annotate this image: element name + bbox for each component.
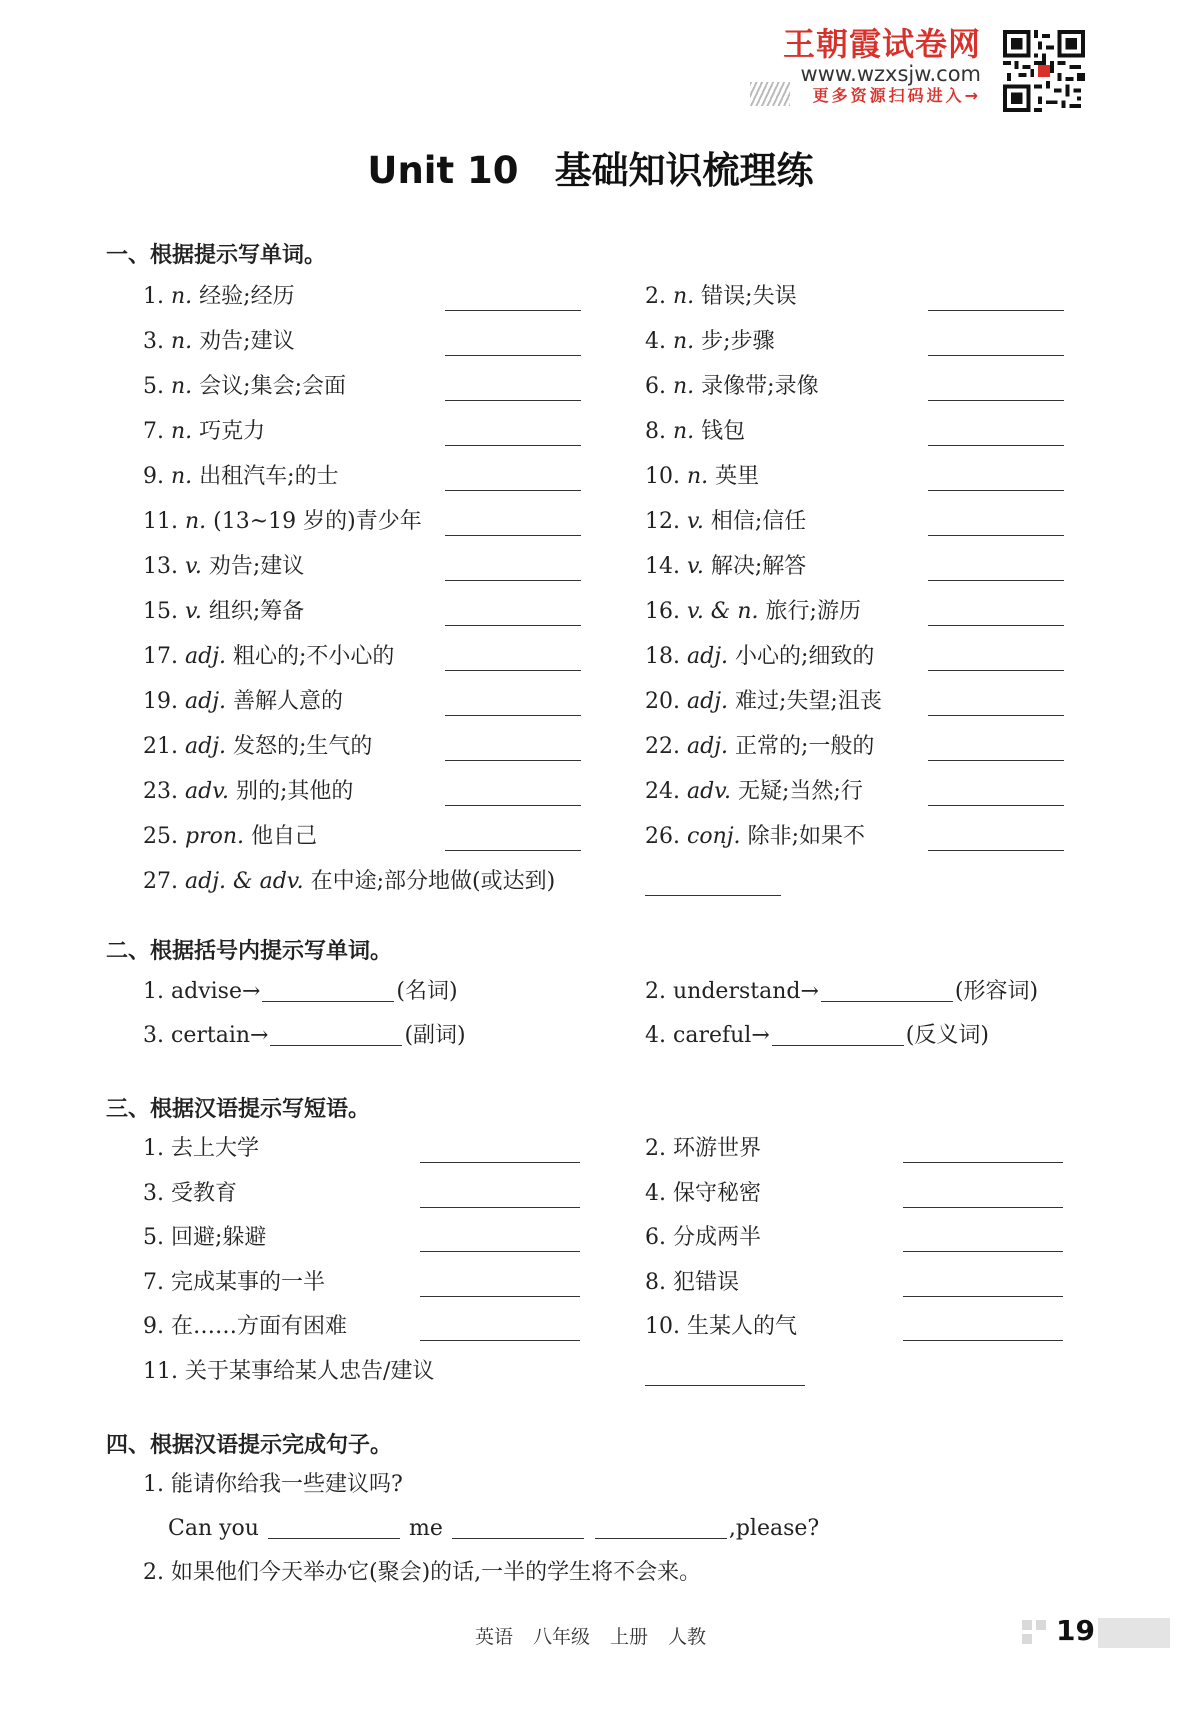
- word-form-item-2: 2. understand→ (形容词): [645, 979, 1039, 1004]
- section-heading-1: 一、根据提示写单词。: [106, 243, 327, 268]
- answer-blank[interactable]: [772, 1023, 904, 1046]
- phrase-item: 3. 受教育: [143, 1180, 238, 1206]
- answer-blank[interactable]: [928, 715, 1064, 716]
- answer-blank[interactable]: [445, 715, 581, 716]
- phrase-item: 4. 保守秘密: [645, 1180, 762, 1206]
- answer-blank[interactable]: [928, 760, 1064, 761]
- word-form-item-3: 3. certain→ (副词): [143, 1023, 466, 1048]
- answer-blank[interactable]: [903, 1162, 1063, 1163]
- answer-blank[interactable]: [445, 535, 581, 536]
- phrase-item: 8. 犯错误: [645, 1269, 740, 1295]
- phrase-item: 7. 完成某事的一半: [143, 1269, 326, 1295]
- page-number-bar: [1098, 1618, 1170, 1648]
- vocab-item: 10. n. 英里: [645, 464, 760, 489]
- brand-title: 王朝霞试卷网: [782, 25, 981, 63]
- section-heading-2: 二、根据括号内提示写单词。: [106, 939, 393, 964]
- answer-blank[interactable]: [928, 355, 1064, 356]
- vocab-item: 5. n. 会议;集会;会面: [143, 374, 346, 399]
- answer-blank[interactable]: [903, 1251, 1063, 1252]
- answer-blank[interactable]: [645, 895, 781, 896]
- section-heading-3: 三、根据汉语提示写短语。: [106, 1097, 371, 1122]
- unit-label: Unit 10: [367, 149, 519, 192]
- phrase-item: 6. 分成两半: [645, 1225, 762, 1250]
- answer-blank[interactable]: [445, 400, 581, 401]
- vocab-item: 12. v. 相信;信任: [645, 509, 807, 534]
- answer-blank[interactable]: [928, 490, 1064, 491]
- footer: [0, 1622, 1181, 1649]
- answer-blank[interactable]: [270, 1023, 402, 1046]
- answer-blank[interactable]: [452, 1516, 584, 1539]
- answer-blank[interactable]: [645, 1385, 805, 1386]
- vocab-item: 17. adj. 粗心的;不小心的: [143, 644, 395, 669]
- brand-url[interactable]: www.wzxsjw.com: [800, 62, 981, 86]
- vocab-item: 26. conj. 除非;如果不: [645, 824, 865, 849]
- answer-blank[interactable]: [445, 355, 581, 356]
- phrase-item: 9. 在……方面有困难: [143, 1314, 348, 1339]
- answer-blank[interactable]: [420, 1207, 580, 1208]
- answer-blank[interactable]: [928, 400, 1064, 401]
- vocab-item: 2. n. 错误;失误: [645, 284, 797, 309]
- phrase-item: 10. 生某人的气: [645, 1314, 798, 1339]
- vocab-item: 22. adj. 正常的;一般的: [645, 734, 875, 759]
- answer-blank[interactable]: [445, 625, 581, 626]
- answer-blank[interactable]: [928, 625, 1064, 626]
- answer-blank[interactable]: [928, 445, 1064, 446]
- answer-blank[interactable]: [420, 1340, 580, 1341]
- phrase-item: 5. 回避;躲避: [143, 1225, 267, 1250]
- answer-blank[interactable]: [445, 670, 581, 671]
- page-title: [0, 140, 1181, 194]
- answer-blank[interactable]: [928, 850, 1064, 851]
- vocab-item: 15. v. 组织;筹备: [143, 599, 305, 624]
- sentence-item-1-answer: Can you me ,please?: [168, 1516, 820, 1541]
- answer-blank[interactable]: [445, 580, 581, 581]
- brand-block: [741, 26, 981, 106]
- answer-blank[interactable]: [928, 310, 1064, 311]
- page-number-decor: [1022, 1634, 1032, 1644]
- footer-subject: 英语: [474, 1626, 513, 1648]
- vocab-item: 27. adj. & adv. 在中途;部分地做(或达到): [143, 869, 556, 894]
- answer-blank[interactable]: [445, 310, 581, 311]
- vocab-item: 13. v. 劝告;建议: [143, 554, 305, 579]
- answer-blank[interactable]: [445, 445, 581, 446]
- vocab-item: 6. n. 录像带;录像: [645, 374, 819, 399]
- answer-blank[interactable]: [928, 670, 1064, 671]
- sentence-item-2: 2. 如果他们今天举办它(聚会)的话,一半的学生将不会来。: [143, 1560, 702, 1585]
- page-number-decor: [1036, 1620, 1046, 1630]
- vocab-item: 9. n. 出租汽车;的士: [143, 464, 339, 489]
- answer-blank[interactable]: [268, 1516, 400, 1539]
- vocab-item: 1. n. 经验;经历: [143, 284, 295, 309]
- vocab-item: 8. n. 钱包: [645, 419, 746, 444]
- answer-blank[interactable]: [445, 760, 581, 761]
- qr-code-icon[interactable]: [1003, 30, 1085, 112]
- answer-blank[interactable]: [928, 805, 1064, 806]
- vocab-item: 24. adv. 无疑;当然;行: [645, 779, 863, 804]
- footer-edition: 人教: [668, 1626, 707, 1648]
- answer-blank[interactable]: [262, 979, 394, 1002]
- vocab-item: 23. adv. 别的;其他的: [143, 779, 354, 804]
- answer-blank[interactable]: [903, 1207, 1063, 1208]
- section-heading-4: 四、根据汉语提示完成句子。: [106, 1433, 393, 1458]
- vocab-item: 11. n. (13~19 岁的)青少年: [143, 509, 422, 534]
- page-number-decor: [1022, 1620, 1032, 1630]
- vocab-item: 18. adj. 小心的;细致的: [645, 644, 875, 669]
- word-form-item-4: 4. careful→ (反义词): [645, 1023, 989, 1048]
- footer-term: 上册: [610, 1626, 649, 1648]
- answer-blank[interactable]: [903, 1296, 1063, 1297]
- vocab-item: 20. adj. 难过;失望;沮丧: [645, 689, 882, 714]
- sentence-item-1: 1. 能请你给我一些建议吗?: [143, 1472, 403, 1497]
- answer-blank[interactable]: [821, 979, 953, 1002]
- answer-blank[interactable]: [903, 1340, 1063, 1341]
- answer-blank[interactable]: [445, 490, 581, 491]
- footer-grade: 八年级: [532, 1626, 590, 1648]
- topic-label: 基础知识梳理练: [554, 149, 814, 192]
- answer-blank[interactable]: [928, 580, 1064, 581]
- vocab-item: 19. adj. 善解人意的: [143, 689, 344, 714]
- vocab-item: 4. n. 步;步骤: [645, 329, 775, 354]
- vocab-item: 21. adj. 发怒的;生气的: [143, 734, 373, 759]
- brand-tagline: 更多资源扫码进入→: [812, 86, 981, 105]
- answer-blank[interactable]: [595, 1516, 727, 1539]
- page-number: 19: [1056, 1614, 1095, 1647]
- vocab-item: 14. v. 解决;解答: [645, 554, 807, 579]
- answer-blank[interactable]: [445, 805, 581, 806]
- vocab-item: 3. n. 劝告;建议: [143, 329, 295, 354]
- phrase-item: 2. 环游世界: [645, 1136, 762, 1161]
- answer-blank[interactable]: [445, 850, 581, 851]
- answer-blank[interactable]: [420, 1251, 580, 1252]
- phrase-item: 11. 关于某事给某人忠告/建议: [143, 1358, 435, 1384]
- answer-blank[interactable]: [420, 1162, 580, 1163]
- phrase-item: 1. 去上大学: [143, 1136, 260, 1161]
- vocab-item: 7. n. 巧克力: [143, 419, 266, 444]
- vocab-item: 16. v. & n. 旅行;游历: [645, 599, 861, 624]
- word-form-item-1: 1. advise→ (名词): [143, 979, 458, 1004]
- vocab-item: 25. pron. 他自己: [143, 824, 318, 849]
- answer-blank[interactable]: [928, 535, 1064, 536]
- answer-blank[interactable]: [420, 1296, 580, 1297]
